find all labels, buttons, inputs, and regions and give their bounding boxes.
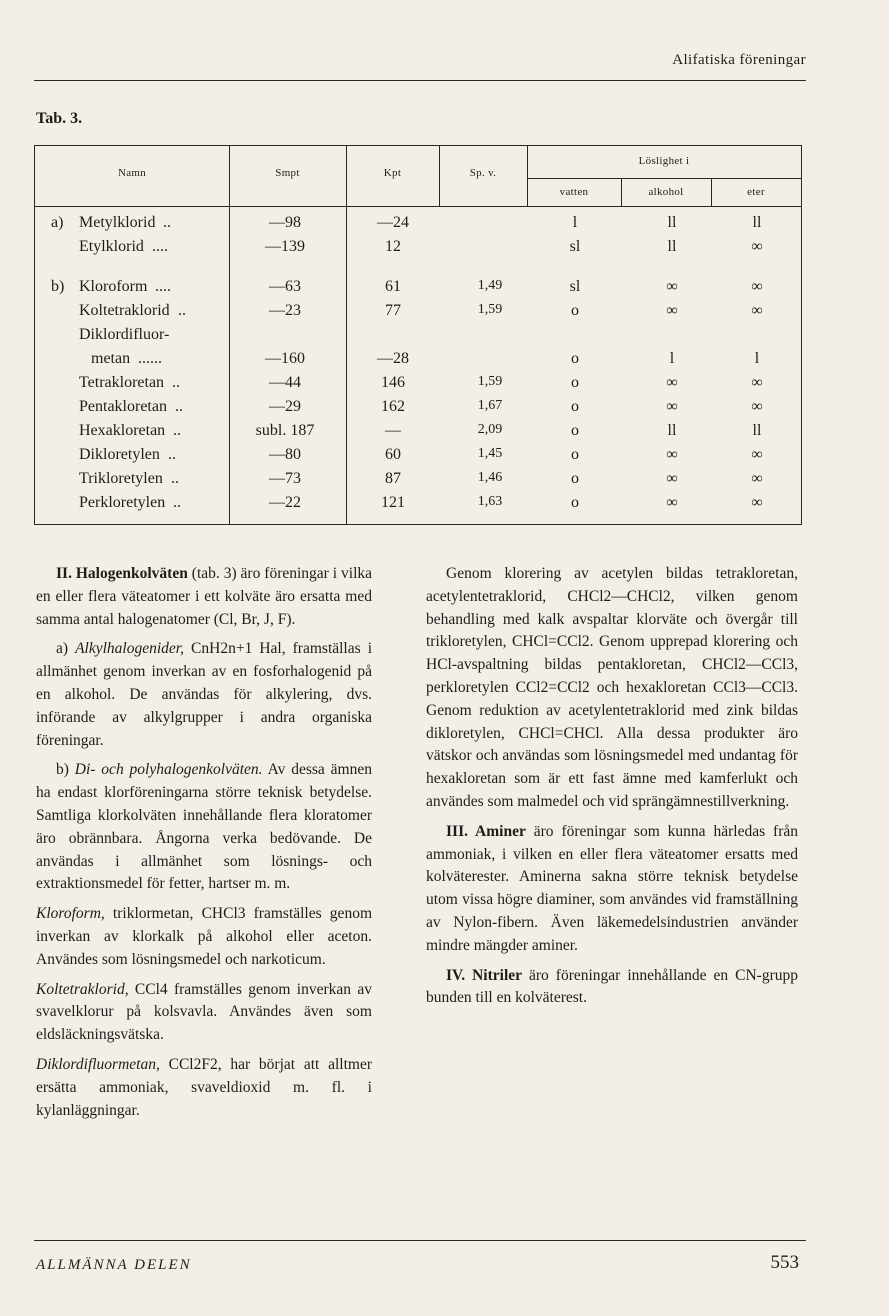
cell-kpt: 61 [385, 278, 401, 295]
header-kpt: Kpt [383, 167, 402, 179]
cell-smpt: —80 [269, 446, 301, 463]
cell-smpt: —29 [269, 398, 301, 415]
cell-vatten: o [571, 350, 579, 367]
table-row [35, 422, 801, 446]
table-row [35, 398, 801, 422]
running-title: Alifatiska föreningar [672, 52, 806, 68]
cell-kpt: —28 [377, 350, 409, 367]
cell-kpt: 162 [381, 398, 405, 415]
paragraph-text: äro föreningar innehållande en CN-grupp bunden till en kolväterest. [426, 966, 798, 1007]
cell-vatten: o [571, 422, 579, 439]
cell-alkohol: ∞ [666, 470, 678, 487]
header-namn: Namn [117, 167, 147, 179]
table-row [35, 446, 801, 470]
table-hline [527, 178, 801, 179]
header-smpt: Smpt [275, 167, 300, 179]
cell-smpt: —23 [269, 302, 301, 319]
cell-alkohol: ∞ [666, 398, 678, 415]
table-row [35, 278, 801, 302]
cell-vatten: o [571, 302, 579, 319]
section-heading: IV. Nitriler [446, 966, 523, 984]
cell-name: Pentakloretan [79, 398, 167, 415]
cell-vatten: o [571, 446, 579, 463]
cell-vatten: o [571, 398, 579, 415]
table-row [35, 374, 801, 398]
term: Di- och polyhalogenkolväten. [74, 761, 263, 779]
cell-name: Tetrakloretan [79, 374, 165, 391]
cell-eter: ∞ [751, 470, 763, 487]
cell-sp: 1,59 [477, 374, 503, 389]
cell-smpt: —160 [265, 350, 305, 367]
cell-kpt: 146 [381, 374, 405, 391]
cell-name: Metylklorid [79, 214, 156, 231]
header-alkohol: alkohol [648, 186, 684, 198]
header-vatten: vatten [559, 186, 589, 198]
cell-eter: ∞ [751, 302, 763, 319]
leader-dots: .. [175, 398, 183, 415]
leader-dots: .. [173, 422, 181, 439]
paragraph-text: Av dessa ämnen ha endast klorföreningarna större teknisk betydelse. Samtliga klorkolväten innehållande flera kloratomer äro obrännbara. Ångorna verka bedövande. De användas i allmänhet som lösnings- och extraktionsmedel för fetter, hartser m. m. [36, 761, 372, 893]
cell-sp: 1,67 [477, 398, 503, 413]
leader-dots: .. [172, 374, 180, 391]
cell-name: metan [79, 350, 131, 367]
cell-eter: ll [752, 422, 762, 439]
cell-smpt: —63 [269, 278, 301, 295]
cell-name: Hexakloretan [79, 422, 166, 439]
cell-alkohol: ll [667, 422, 677, 439]
formula: CnH2n+1 Hal, [184, 640, 286, 658]
paragraph-text: Genom klorering av acetylen bildas tetrakloretan, acetylentetraklorid, CHCl2—CHCl2, vilken genom behandling med kalk avspaltar klorväte och övergår till trikloretylen, CHCl=CCl2. Genom upprepad klorering och HCl-avspaltning bildas pentakloretan, CHCl2—CCl3, perkloretylen CCl2=CCl2 och hexakloretan CCl3—CCl3. Genom reduktion av acetylentetraklorid med zink bildas dikloretylen, CHCl=CHCl. Alla dessa produkter äro vätskor och användas som lösningsmedel med undantag för hexakloretan som är ett fast ämne med kamferlukt och användes som malmedel och vid sprängämnestillverkning. [426, 565, 798, 810]
cell-eter: ∞ [751, 398, 763, 415]
cell-sp: 1,45 [477, 446, 503, 461]
cell-kpt: —24 [377, 214, 409, 231]
cell-smpt: —22 [269, 494, 301, 511]
table-row [35, 214, 801, 238]
table-row [35, 350, 801, 374]
cell-sp: 1,63 [477, 494, 503, 509]
cell-kpt: 121 [381, 494, 405, 511]
cell-smpt: subl. 187 [255, 422, 315, 439]
cell-sp: 1,46 [477, 470, 503, 485]
header-eter: eter [747, 186, 765, 198]
term: Diklordifluormetan, [36, 1055, 160, 1073]
cell-alkohol: ∞ [666, 302, 678, 319]
footer-section: ALLMÄNNA DELEN [36, 1257, 192, 1273]
cell-smpt: —98 [269, 214, 301, 231]
leader-dots: .... [155, 278, 171, 295]
cell-eter: ll [752, 214, 762, 231]
cell-prefix: b) [51, 278, 65, 295]
header-loslighet: Löslighet i [638, 155, 690, 167]
cell-sp: 2,09 [477, 422, 503, 437]
cell-smpt: —73 [269, 470, 301, 487]
paragraph-text: framställas i allmänhet genom inverkan av en fosforhalogenid på en alkohol. De användas för alkylering, dvs. införande av alkylgrupper i andra organiska föreningar. [36, 640, 372, 749]
paragraph-text: CCl2F2, har börjat att alltmer ersätta ammoniak, svaveldioxid m. fl. i kylanläggningar. [36, 1055, 372, 1119]
cell-eter: ∞ [751, 278, 763, 295]
cell-eter: ∞ [751, 446, 763, 463]
cell-alkohol: ll [667, 238, 677, 255]
cell-alkohol: l [669, 350, 675, 367]
paragraph-text: triklormetan, CHCl3 framställes genom inverkan av klorkalk på alkohol eller aceton. Användes som lösningsmedel och narkoticum. [36, 905, 372, 968]
section-heading: III. Aminer [446, 822, 526, 840]
cell-vatten: o [571, 374, 579, 391]
list-marker: a) [56, 640, 76, 658]
cell-alkohol: ll [667, 214, 677, 231]
cell-vatten: sl [569, 278, 581, 295]
cell-kpt: 60 [385, 446, 401, 463]
header-sp: Sp. v. [469, 167, 497, 179]
header-rule [34, 80, 806, 81]
cell-kpt: — [385, 422, 401, 439]
cell-prefix: a) [51, 214, 64, 231]
cell-eter: l [754, 350, 760, 367]
cell-vatten: sl [569, 238, 581, 255]
paragraph-text: (tab. 3) äro föreningar i vilka en eller flera väteatomer i ett kolväte äro ersatta med samma antal halogenatomer (Cl, Br, J, F). [36, 565, 373, 628]
leader-dots: .. [178, 302, 186, 319]
cell-kpt: 12 [385, 238, 401, 255]
leader-dots: ...... [138, 350, 162, 367]
cell-alkohol: ∞ [666, 278, 678, 295]
term: Alkylhalogenider, [75, 640, 184, 658]
cell-vatten: o [571, 494, 579, 511]
leader-dots: .. [163, 214, 171, 231]
table-label: Tab. 3. [36, 110, 83, 127]
table-row [35, 470, 801, 494]
cell-alkohol: ∞ [666, 374, 678, 391]
left-column [36, 563, 372, 1129]
cell-alkohol: ∞ [666, 494, 678, 511]
cell-alkohol: ∞ [666, 446, 678, 463]
leader-dots: .. [168, 446, 176, 463]
table-row [35, 326, 801, 350]
data-table [34, 145, 802, 525]
cell-sp: 1,49 [477, 278, 503, 293]
table-row [35, 302, 801, 326]
list-marker: b) [56, 761, 75, 779]
page-number: 553 [770, 1252, 799, 1273]
table-row [35, 238, 801, 262]
cell-sp: 1,59 [477, 302, 503, 317]
cell-eter: ∞ [751, 494, 763, 511]
leader-dots: .. [171, 470, 179, 487]
cell-vatten: l [572, 214, 578, 231]
section-heading: II. Halogenkolväten [56, 565, 188, 582]
term: Kloroform, [36, 905, 105, 923]
footer-rule [34, 1240, 806, 1241]
cell-vatten: o [571, 470, 579, 487]
cell-name: Diklordifluor- [79, 326, 170, 343]
cell-smpt: —139 [265, 238, 305, 255]
cell-name: Koltetraklorid [79, 302, 170, 319]
cell-name: Etylklorid [79, 238, 144, 255]
term: Koltetraklorid, [36, 980, 129, 998]
cell-eter: ∞ [751, 238, 763, 255]
cell-name: Perkloretylen [79, 494, 166, 511]
table-row [35, 494, 801, 518]
right-column [426, 563, 798, 1017]
paragraph-text: CCl4 framställes genom inverkan av svavelklorur på kolsvavla. Användes även som eldsläckningsvätska. [36, 980, 372, 1044]
cell-smpt: —44 [269, 374, 301, 391]
cell-name: Dikloretylen [79, 446, 160, 463]
leader-dots: .... [152, 238, 168, 255]
cell-kpt: 77 [385, 302, 401, 319]
cell-name: Kloroform [79, 278, 148, 295]
paragraph-text: äro föreningar som kunna härledas från ammoniak, i vilken en eller flera väteatomer ersatts med kolväterester. Aminerna sakna större teknisk betydelse utom vissa högre diaminer, som användes vid framställning av Nylon-fibern. Även läkemedelsindustrien använder mindre mängder aminer. [426, 822, 798, 954]
table-hline [35, 206, 801, 207]
cell-kpt: 87 [385, 470, 401, 487]
cell-eter: ∞ [751, 374, 763, 391]
leader-dots: .. [173, 494, 181, 511]
cell-name: Trikloretylen [79, 470, 163, 487]
